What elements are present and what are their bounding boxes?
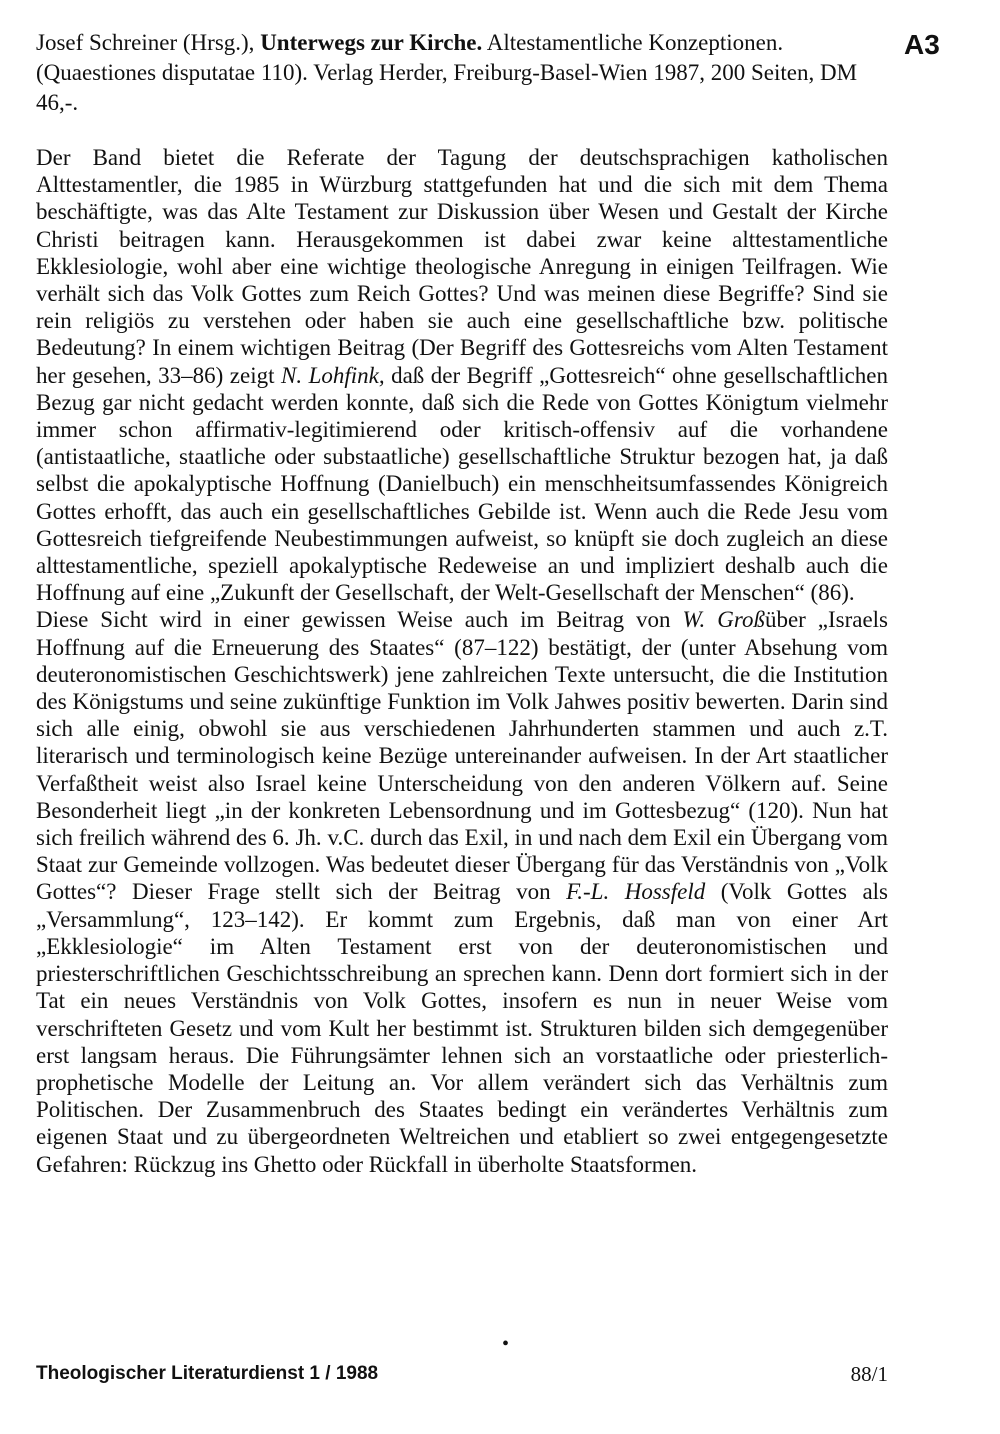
book-title: Unterwegs zur Kirche. <box>260 30 483 55</box>
paragraph-2-text-b: über „Israels Hoffnung auf die Erneuerung des Staates“ (87–122) bestätigt, der (unter Absehung vom deuteronomistischen Geschichtswerk) jene zahlreichen Texte untersucht, die die Institution des Königstums und seine zukünftige Funktion im Volk Jahwes positiv bewerten. Darin sind sich alle einig, obwohl sie aus verschiedenen Jahrhunderten stammen und auch z.T. literarisch und terminologisch keine Bezüge untereinander aufweisen. In der Art staatlicher Verfaßtheit weist also Israel keine Unterscheidung von den anderen Völkern auf. Seine Besonderheit liegt „in der konkreten Lebensordnung und im Gottesbezug“ (120). Nun hat sich freilich während des 6. Jh. v.C. durch das Exil, in und nach dem Exil ein Übergang vom Staat zur Gemeinde vollzogen. Was bedeutet dieser Übergang für das Verständnis von „Volk Gottes“? Dieser Frage stellt sich der Beitrag von <box>36 607 889 905</box>
paragraph-1-text-b: daß der Begriff „Gottesreich“ ohne gesellschaftlichen Bezug gar nicht gedacht werden konnte, daß sich die Rede von Gottes Königtum vielmehr immer schon affirmativ-legitimierend oder kritisch-offensiv auf die vorhandene (antistaatliche, staatliche oder substaatliche) gesellschaftliche Struktur bezogen hat, ja daß selbst die apokalyptische Hoffnung (Danielbuch) ein menschheitsumfassendes Königreich Gottes erhofft, das auch ein gesellschaftliches Gebilde ist. Wenn auch die Rede Jesu vom Gottesreich tiefgreifende Neubestimmungen aufweist, so knüpft sie doch zugleich an diese alttestamentliche, speziell apokalyptische Redeweise an und impliziert deshalb auch die Hoffnung auf eine „Zukunft der Gesellschaft, der Welt-Gesellschaft der Menschen“ (86). <box>36 362 888 606</box>
cited-author-lohfink: N. Lohfink, <box>281 362 385 388</box>
paragraph-1-text-a: Der Band bietet die Referate der Tagung der deutschsprachigen katholischen Alttestamentler, die 1985 in Würzburg stattgefunden hat und die sich mit dem Thema beschäftigte, was das Alte Testament zur Diskussion über Wesen und Gestalt der Kirche Christi beitragen kann. Herausgekommen ist dabei zwar keine alttestamentliche Ekklesiologie, wohl aber eine wichtige theologische Anregung in einigen Teilfragen. Wie verhält sich das Volk Gottes zum Reich Gottes? Und was meinen diese Begriffe? Sind sie rein religiös zu verstehen oder haben sie auch eine gesellschaftliche bzw. politische Bedeutung? In einem wichtigen Beitrag (Der Begriff des Gottesreichs vom Alten Testament her gesehen, 33–86) zeigt <box>36 145 888 388</box>
page-number: 88/1 <box>850 1362 888 1386</box>
section-code: A3 <box>904 29 940 60</box>
citation <box>36 28 888 118</box>
review-body <box>36 144 888 1178</box>
paragraph-2 <box>36 606 888 1177</box>
paragraph-2-text-c: (Volk Gottes als „Versammlung“, 123–142). Er kommt zum Ergebnis, daß man von einer Art „Ekklesiologie“ im Alten Testament erst von der deuteronomistischen und priesterschriftlichen Geschichtsschreibung an sprechen kann. Denn dort formiert sich in der Tat ein neues Verständnis von Volk Gottes, insofern es nun in neuer Weise vom verschrifteten Gesetz und vom Kult her bestimmt ist. Strukturen bilden sich demgegenüber erst langsam heraus. Die Führungsämter lehnen sich an vorstaatliche oder priesterlich-prophetische Modelle der Leitung an. Vor allem verändert sich das Verhältnis zum Politischen. Der Zusammenbruch des Staates bedingt ein verändertes Verhältnis zum eigenen Staat und zu übergeordneten Weltreichen und etabliert so zwei entgegengesetzte Gefahren: Rückzug ins Ghetto oder Rückfall in überholte Staatsformen. <box>36 879 888 1177</box>
journal-name: Theologischer Literaturdienst 1 / 1988 <box>36 1363 379 1384</box>
bibliographic-header <box>36 28 888 118</box>
citation-details: Altestamentliche Konzeptionen. (Quaestiones disputatae 110). Verlag Herder, Freiburg-Basel-Wien 1987, 200 Seiten, DM 46,-. <box>36 30 858 115</box>
paragraph-2-text-a: Diese Sicht wird in einer gewissen Weise auch im Beitrag von <box>36 607 671 633</box>
continuation-mark: • <box>502 1333 510 1355</box>
cited-author-gross: W. Groß <box>682 607 765 633</box>
editor-name: Josef Schreiner (Hrsg.), <box>36 30 255 55</box>
paragraph-1 <box>36 144 888 606</box>
cited-author-hossfeld: F.-L. Hossfeld <box>566 879 706 905</box>
